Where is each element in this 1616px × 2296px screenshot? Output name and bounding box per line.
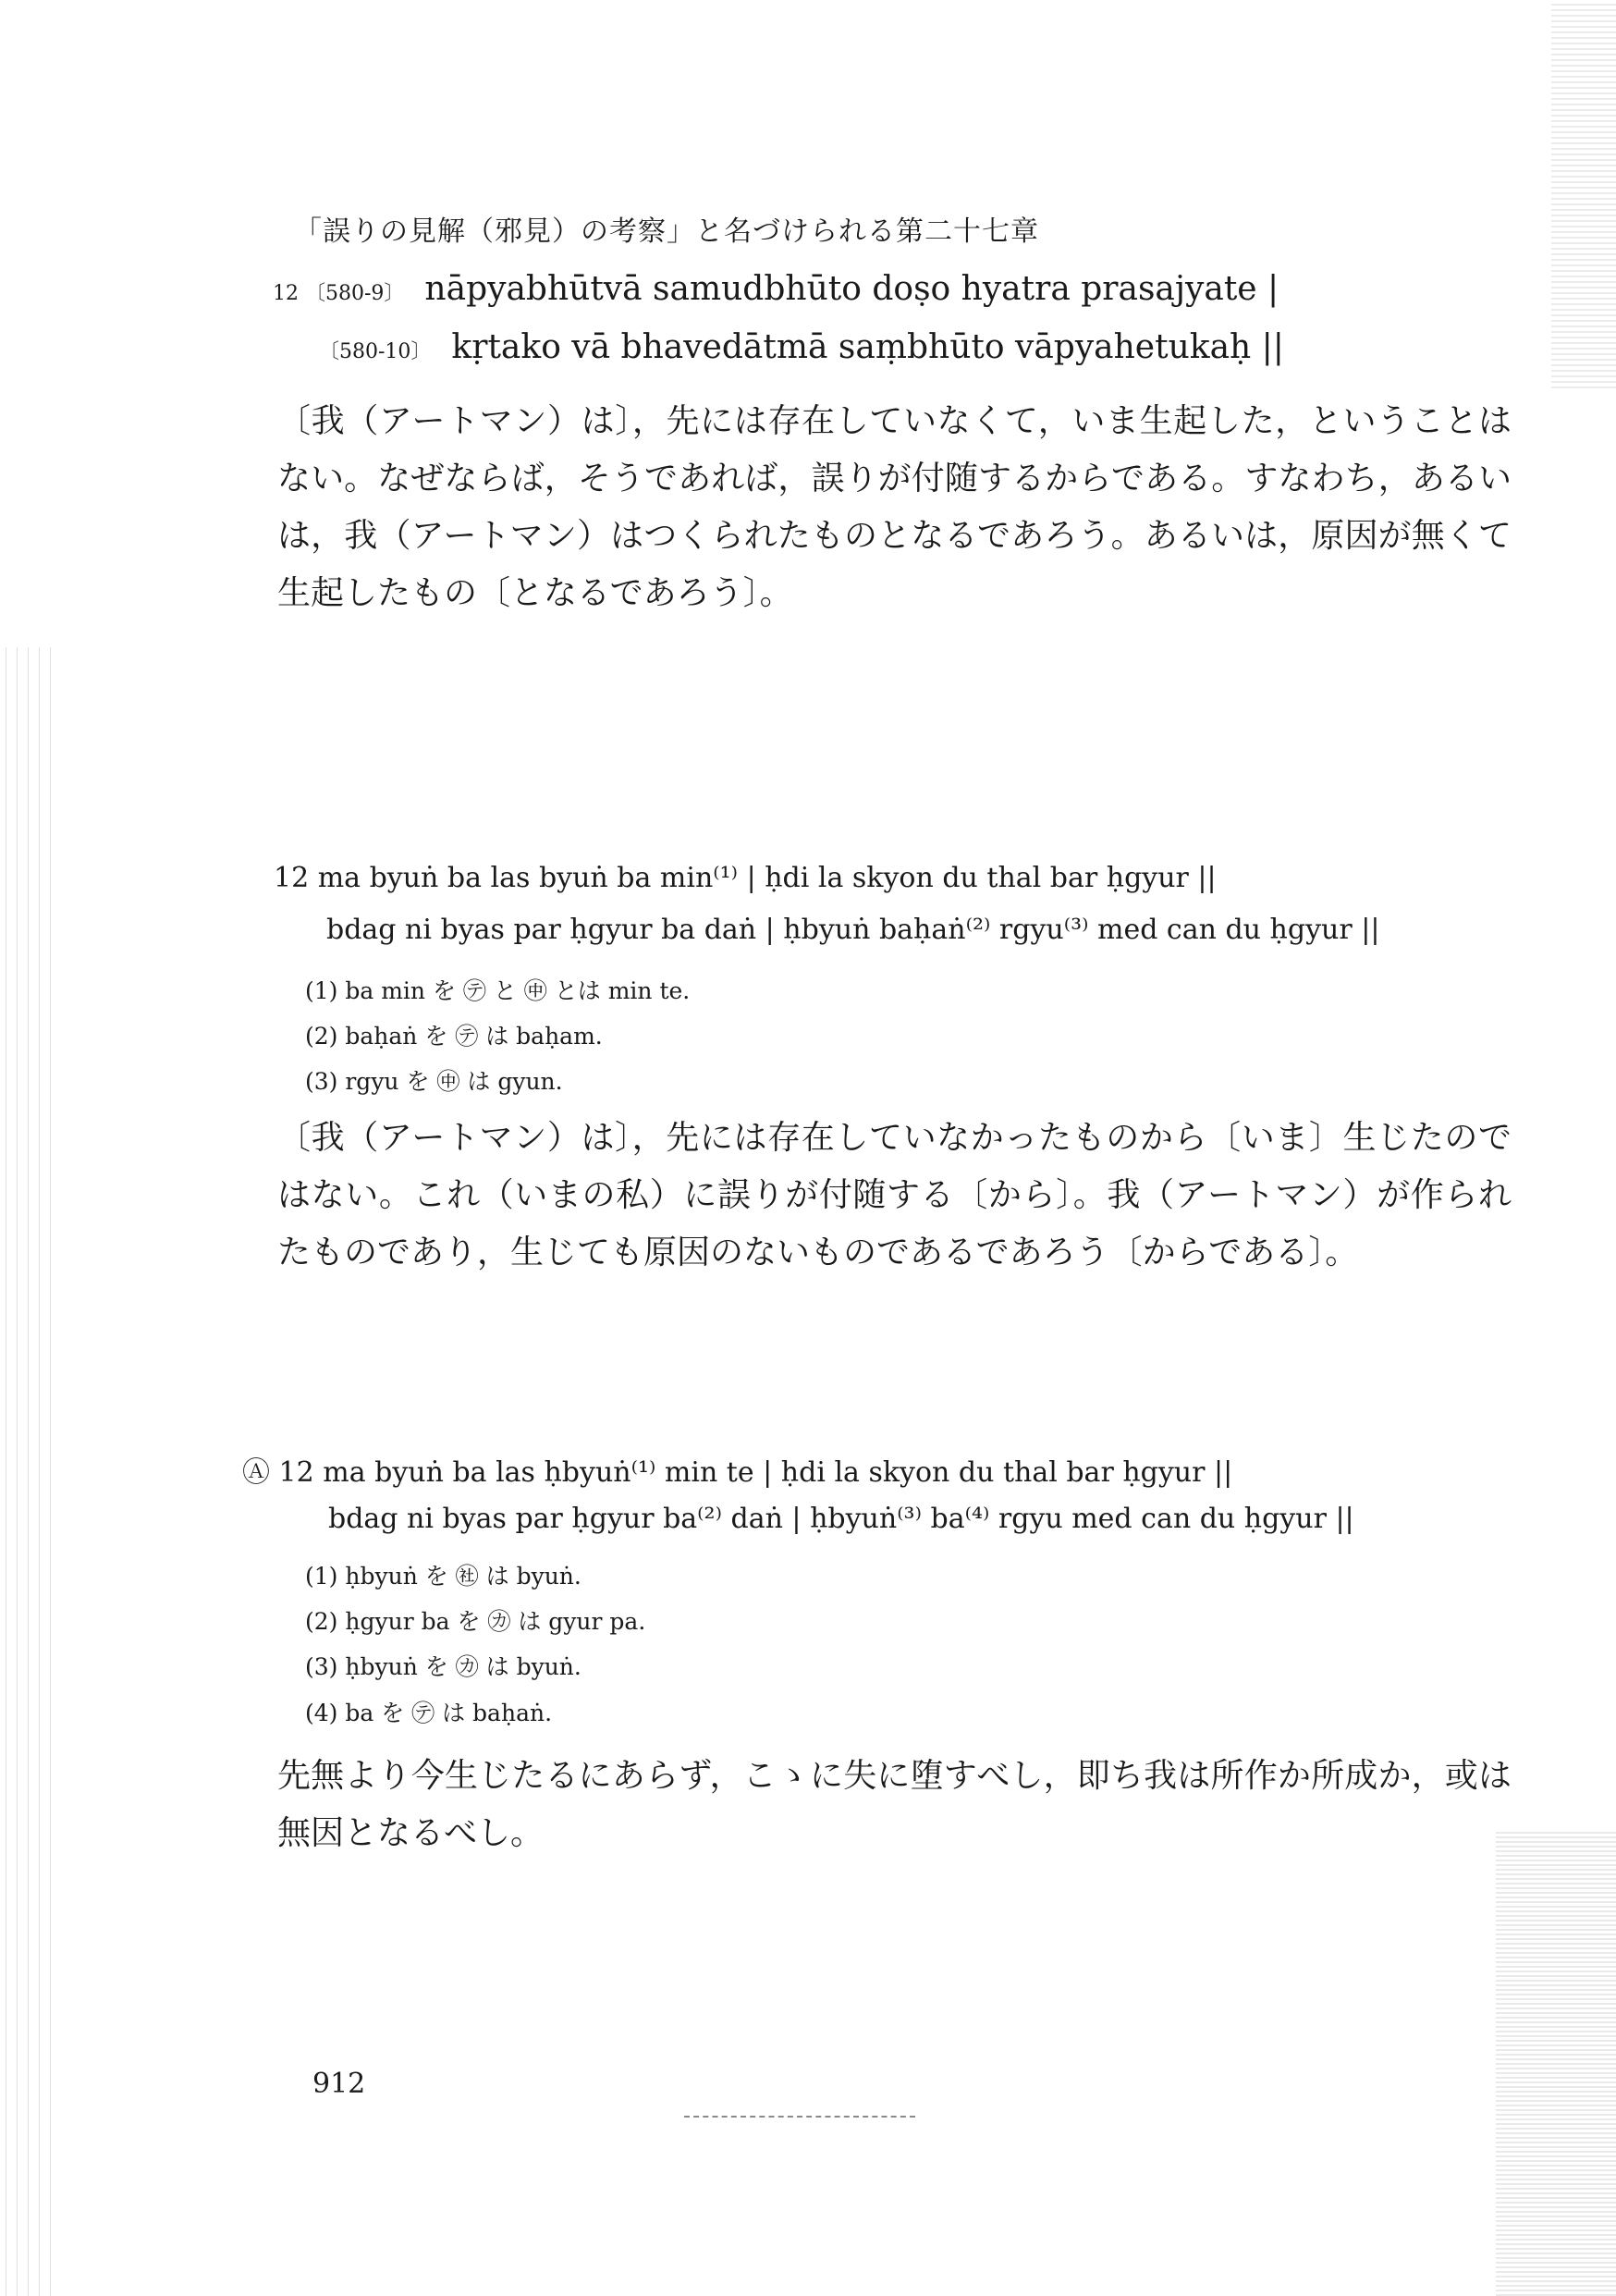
scan-edge-left (0, 647, 55, 2296)
scan-mark (684, 2116, 915, 2118)
japanese-translation-2: 〔我（アートマン）は〕，先には存在していなかったものから〔いま〕生じたのではない。これ（いまの私）に誤りが付随する〔から〕。我（アートマン）が作られたものであり，生じても原因のないものであるであろう〔からである〕。 (277, 1119, 1512, 1271)
scan-edge-right-top (1551, 0, 1616, 388)
tibetan-verse-2-line-1: Ⓐ 12 ma byuṅ ba las ḥbyuṅ⁽¹⁾ min te | ḥdi la skyon du thal bar ḥgyur || (242, 1456, 1233, 1489)
tibetan-verse-2-line-2: bdag ni byas par ḥgyur ba⁽²⁾ daṅ | ḥbyuṅ⁽³⁾ ba⁽⁴⁾ rgyu med can du ḥgyur || (328, 1503, 1354, 1535)
footnote: (2) baḥaṅ を ㋢ は baḥam. (305, 1023, 603, 1050)
sanskrit-verse-line-2 (319, 328, 1284, 366)
japanese-translation-3: 先無より今生じたるにあらず，こゝに失に堕すべし，即ち我は所作か所成か，或は無因となるべし。 (277, 1757, 1512, 1852)
scan-edge-right-bottom (1496, 1831, 1616, 2296)
tibetan-verse-1-line-1: 12 ma byuṅ ba las byuṅ ba min⁽¹⁾ | ḥdi la skyon du thal bar ḥgyur || (274, 862, 1217, 894)
sanskrit-verse-line-1 (273, 270, 1279, 308)
footnote: (3) ḥbyuṅ を ㋕ は byuṅ. (305, 1653, 582, 1680)
verse-text: kṛtako vā bhavedātmā saṃbhūto vāpyahetukaḥ || (451, 328, 1284, 366)
verse-ref: 〔580-10〕 (319, 340, 432, 363)
footnote: (2) ḥgyur ba を ㋕ は gyur pa. (305, 1608, 646, 1635)
footnote: (1) ḥbyuṅ を ㊓ は byuṅ. (305, 1563, 582, 1590)
tibetan-verse-1-line-2: bdag ni byas par ḥgyur ba daṅ | ḥbyuṅ baḥaṅ⁽²⁾ rgyu⁽³⁾ med can du ḥgyur || (326, 914, 1380, 946)
verse-ref: 12 〔580-9〕 (273, 282, 405, 305)
page-number: 912 (312, 2068, 366, 2100)
chapter-header: 「誤りの見解（邪見）の考察」と名づけられる第二十七章 (294, 215, 1039, 248)
footnote: (3) rgyu を ㊥ は gyun. (305, 1068, 563, 1095)
footnote: (4) ba を ㋢ は baḥaṅ. (305, 1700, 553, 1726)
footnote: (1) ba min を ㋢ と ㊥ とは min te. (305, 977, 691, 1004)
japanese-translation-1: 〔我（アートマン）は〕，先には存在していなくて，いま生起した，ということはない。なぜならば，そうであれば，誤りが付随するからである。すなわち，あるいは，我（アートマン）はつくられたものとなるであろう。あるいは，原因が無くて生起したもの〔となるであろう〕。 (277, 402, 1512, 612)
verse-text: nāpyabhūtvā samudbhūto doṣo hyatra prasajyate | (424, 270, 1279, 308)
